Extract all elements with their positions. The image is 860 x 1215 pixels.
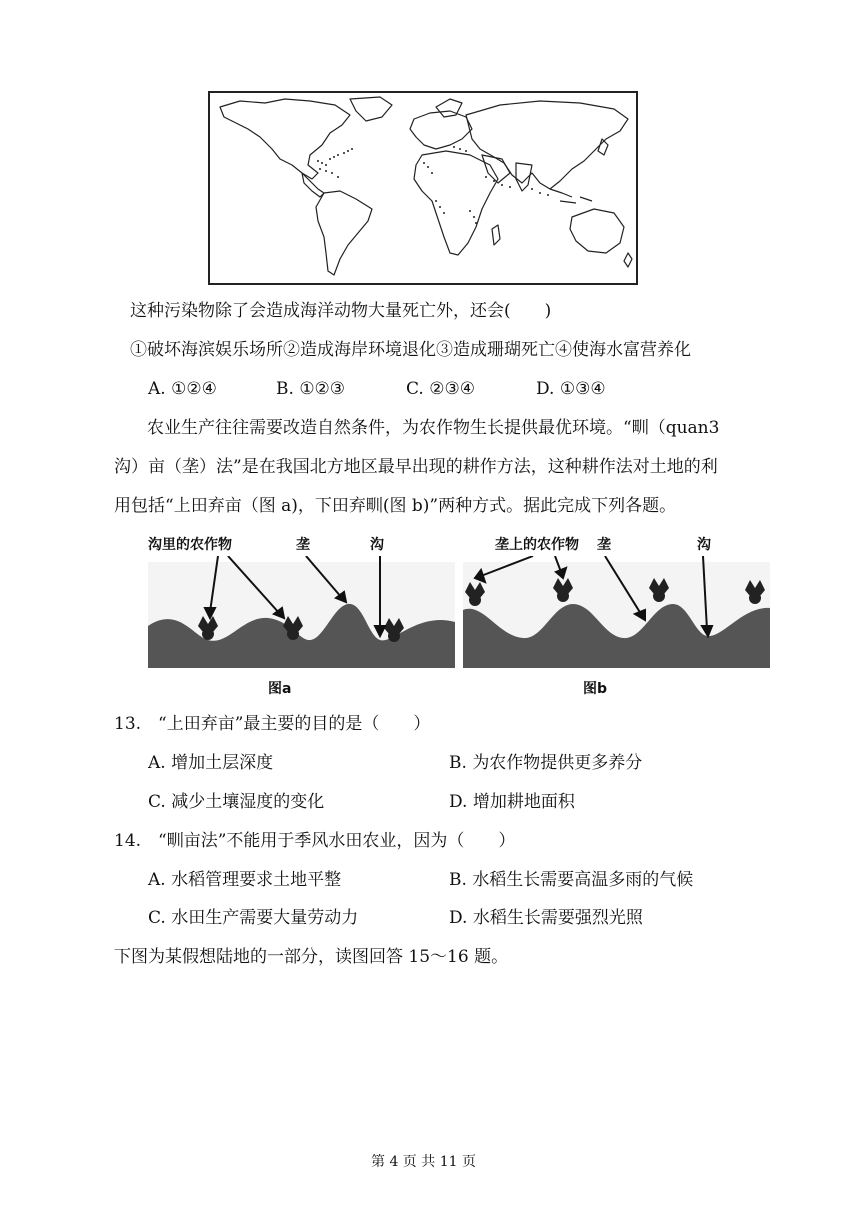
figure-b-ditch-label: 沟 <box>697 537 711 553</box>
north-america-outline <box>220 99 350 179</box>
intro-line-2: 沟）亩（垄）法”是在我国北方地区最早出现的耕作方法，这种耕作法对土地的利 <box>114 457 718 477</box>
option-text: 增加耕地面积 <box>472 792 575 812</box>
figure-b-caption: 图b <box>583 681 608 697</box>
figure-b-diagram <box>463 556 770 668</box>
q12-option-c[interactable] <box>406 377 475 401</box>
q13-option-a[interactable] <box>148 751 273 775</box>
arabia-outline <box>482 155 510 183</box>
option-text: 水稻管理要求土地平整 <box>171 870 342 890</box>
option-letter: D. <box>536 379 555 399</box>
india-outline <box>516 163 532 191</box>
q13-option-c[interactable] <box>148 790 324 814</box>
figure-a-ditch-label: 沟 <box>370 537 384 553</box>
q12-option-a[interactable] <box>148 377 217 401</box>
q12-statements: ①破坏海滨娱乐场所②造成海岸环境退化③造成珊瑚死亡④使海水富营养化 <box>130 340 691 360</box>
option-letter: B. <box>449 870 467 890</box>
south-america-outline <box>316 191 372 275</box>
option-letter: C. <box>406 379 424 399</box>
option-text: 减少土壤湿度的变化 <box>171 792 325 812</box>
option-text: 水稻生长需要高温多雨的气候 <box>472 870 694 890</box>
q13-option-d[interactable] <box>449 790 575 814</box>
q12-option-b[interactable] <box>276 377 345 401</box>
world-map <box>210 93 636 283</box>
figure-b <box>463 530 770 700</box>
option-letter: B. <box>449 753 467 773</box>
figure-a-crop-label: 沟里的农作物 <box>148 537 232 553</box>
q12-option-d[interactable] <box>536 377 606 401</box>
world-map-figure <box>208 91 638 285</box>
option-text: 为农作物提供更多养分 <box>472 753 643 773</box>
figure-a-diagram <box>148 556 455 668</box>
option-letter: D. <box>449 792 468 812</box>
q13-stem: 13. “上田弃亩”最主要的目的是（ ） <box>114 714 431 734</box>
q14-option-c[interactable] <box>148 906 358 930</box>
q14-option-d[interactable] <box>449 906 643 930</box>
option-text: ①②③ <box>299 379 346 399</box>
figure-a <box>148 530 455 700</box>
option-letter: A. <box>148 379 166 399</box>
southeast-asia-islands <box>550 189 592 203</box>
option-letter: D. <box>449 908 468 928</box>
option-text: 水田生产需要大量劳动力 <box>171 908 359 928</box>
intro-line-1: 农业生产往往需要改造自然条件，为农作物生长提供最优环境。“甽（quan3 <box>147 418 720 438</box>
q12-stem: 这种污染物除了会造成海洋动物大量死亡外，还会( ) <box>130 301 552 321</box>
figure-a-ridge-label: 垄 <box>296 537 310 553</box>
option-letter: A. <box>148 870 166 890</box>
option-text: 水稻生长需要强烈光照 <box>472 908 643 928</box>
pollution-dots <box>317 146 549 224</box>
option-letter: A. <box>148 753 166 773</box>
option-letter: C. <box>148 792 166 812</box>
option-letter: B. <box>276 379 294 399</box>
option-letter: C. <box>148 908 166 928</box>
option-text: 增加土层深度 <box>171 753 274 773</box>
option-text: ①③④ <box>559 379 606 399</box>
madagascar-outline <box>492 225 500 245</box>
figure-b-ridge-label: 垄 <box>597 537 611 553</box>
central-america-outline <box>302 173 324 197</box>
next-questions-intro: 下图为某假想陆地的一部分，读图回答 15～16 题。 <box>114 947 509 967</box>
europe-outline <box>410 111 472 149</box>
q13-option-b[interactable] <box>449 751 642 775</box>
figure-a-caption: 图a <box>268 681 292 697</box>
intro-line-3: 用包括“上田弃亩（图 a)，下田弃甽(图 b)”两种方式。据此完成下列各题。 <box>114 496 677 516</box>
australia-outline <box>570 209 624 253</box>
q14-stem: 14. “甽亩法”不能用于季风水田农业，因为（ ） <box>114 831 516 851</box>
q14-option-a[interactable] <box>148 868 341 892</box>
option-text: ②③④ <box>429 379 475 399</box>
q14-option-b[interactable] <box>449 868 693 892</box>
new-zealand-outline <box>624 253 632 267</box>
greenland-outline <box>350 97 392 121</box>
option-text: ①②④ <box>171 379 217 399</box>
figure-b-crop-label: 垄上的农作物 <box>495 537 579 553</box>
page-footer: 第 4 页 共 11 页 <box>371 1154 476 1170</box>
